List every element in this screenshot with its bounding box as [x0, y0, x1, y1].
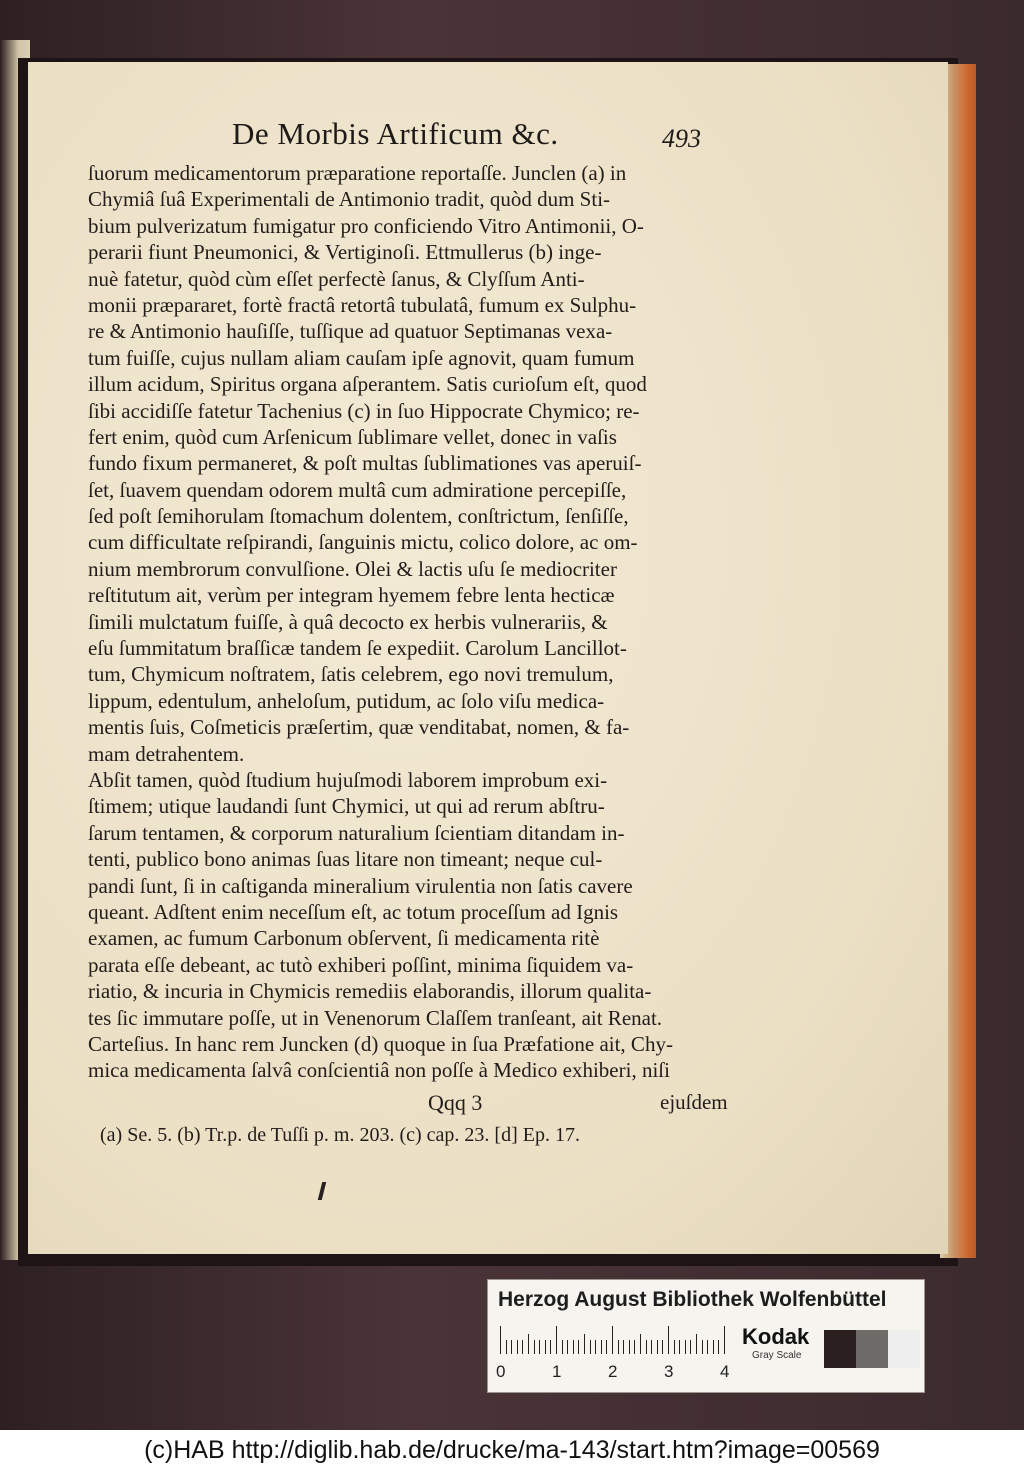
ruler-tick	[657, 1340, 658, 1354]
ruler-tick	[629, 1340, 630, 1354]
ruler-tick	[545, 1340, 546, 1354]
ruler-tick	[618, 1340, 619, 1354]
ruler-tick	[539, 1340, 540, 1354]
text-line: tes ſic immutare poſſe, ut in Venenorum Claſſem tranſeant, ait Renat.	[88, 1005, 663, 1030]
text-line: mentis ſuis, Coſmeticis præſertim, quæ venditabat, nomen, & fa-	[88, 715, 630, 740]
text-line: ſet, ſuavem quendam odorem multâ cum admiratione percepiſſe,	[88, 477, 627, 502]
gray-swatch-dark	[824, 1330, 856, 1368]
ruler-tick	[634, 1340, 635, 1354]
ruler-tick	[674, 1340, 675, 1354]
ruler-label: 1	[552, 1362, 562, 1381]
ruler-label: 3	[664, 1362, 674, 1381]
ruler-tick	[662, 1340, 663, 1354]
text-line: tum fuiſſe, cujus nullam aliam cauſam ipſe agnovit, quam fumum	[88, 345, 635, 370]
ruler-tick	[528, 1334, 529, 1354]
color-reference-card	[487, 1279, 925, 1393]
ruler-tick	[612, 1326, 613, 1354]
ruler-tick	[590, 1340, 591, 1354]
ruler-tick	[646, 1340, 647, 1354]
text-line: nium membrorum convulſione. Olei & lactis uſu ſe mediocriter	[88, 556, 617, 581]
ruler-tick	[606, 1340, 607, 1354]
ruler-tick	[567, 1340, 568, 1354]
ruler-tick	[713, 1340, 714, 1354]
ruler-tick	[578, 1340, 579, 1354]
text-line: re & Antimonio hauſiſſe, tuſſique ad quatuor Septimanas vexa-	[88, 319, 613, 344]
text-line: parata eſſe debeant, ac tutò exhiberi poſſint, minima ſiquidem va-	[88, 952, 634, 977]
ruler-tick	[696, 1334, 697, 1354]
text-line: examen, ac fumum Carbonum obſervent, ſi medicamenta ritè	[88, 926, 600, 951]
ruler-tick	[550, 1340, 551, 1354]
page-header	[232, 112, 772, 152]
text-line: pandi ſunt, ſi in caſtiganda mineralium virulentia non ſatis cavere	[88, 873, 633, 898]
text-line: nuè fatetur, quòd cùm eſſet perfectè ſanus, & Clyſſum Anti-	[88, 266, 585, 291]
ruler-tick	[601, 1340, 602, 1354]
ruler-tick	[562, 1340, 563, 1354]
ruler-tick	[690, 1340, 691, 1354]
running-title: De Morbis Artificum &c.	[232, 116, 559, 151]
ruler-tick	[500, 1326, 501, 1354]
gray-swatch-mid	[856, 1330, 888, 1368]
signature-mark: Qqq 3	[428, 1090, 483, 1115]
ruler-tick	[506, 1340, 507, 1354]
ruler-tick	[511, 1340, 512, 1354]
text-line: mica medicamenta ſalvâ conſcientiâ non poſſe à Medico exhiberi, niſi	[88, 1058, 670, 1083]
gray-swatch-light	[888, 1330, 920, 1368]
text-line: riatio, & incuria in Chymicis remediis elaborandis, illorum qualita-	[88, 979, 652, 1004]
text-line: Carteſius. In hanc rem Juncken (d) quoque in ſua Præfatione ait, Chy-	[88, 1031, 673, 1056]
scale-ruler	[500, 1326, 732, 1354]
ruler-tick	[640, 1334, 641, 1354]
ruler-tick	[651, 1340, 652, 1354]
text-line: mam detrahentem.	[88, 741, 245, 766]
text-line: Chymiâ ſuâ Experimentali de Antimonio tradit, quòd dum Sti-	[88, 187, 611, 212]
body-text	[88, 160, 760, 1084]
text-line: monii præpararet, fortè fractâ retortâ tubulatâ, fumum ex Sulphu-	[88, 292, 637, 317]
ruler-tick	[556, 1326, 557, 1354]
text-line: reſtitutum ait, verùm per integram hyemem febre lenta hecticæ	[88, 583, 615, 608]
gray-scale-label: Gray Scale	[752, 1350, 802, 1361]
ruler-label: 2	[608, 1362, 618, 1381]
ruler-tick	[534, 1340, 535, 1354]
ruler-tick	[522, 1340, 523, 1354]
text-line: Abſit tamen, quòd ſtudium hujuſmodi laborem improbum exi-	[88, 767, 608, 792]
ruler-tick	[707, 1340, 708, 1354]
page-number: 493	[662, 124, 701, 153]
catchword: ejuſdem	[660, 1090, 728, 1114]
ruler-tick	[724, 1326, 725, 1354]
ruler-tick	[685, 1340, 686, 1354]
text-line: ſibi accidiſſe fatetur Tachenius (c) in ſuo Hippocrate Chymico; re-	[88, 398, 640, 423]
ruler-tick	[679, 1340, 680, 1354]
ruler-tick	[702, 1340, 703, 1354]
ruler-tick	[595, 1340, 596, 1354]
ruler-tick	[517, 1340, 518, 1354]
text-line: lippum, edentulum, anheloſum, putidum, ac ſolo viſu medica-	[88, 688, 605, 713]
text-line: bium pulverizatum fumigatur pro conficiendo Vitro Antimonii, O-	[88, 213, 644, 238]
text-line: tum, Chymicum noſtratem, ſatis celebrem, ego novi tremulum,	[88, 662, 614, 687]
ruler-tick	[573, 1340, 574, 1354]
ruler-tick	[623, 1340, 624, 1354]
text-line: ſimili mulctatum fuiſſe, à quâ decocto ex herbis vulnerariis, &	[88, 609, 608, 634]
text-line: perarii fiunt Pneumonici, & Vertiginoſi. Ettmullerus (b) inge-	[88, 240, 602, 265]
text-line: queant. Adſtent enim neceſſum eſt, ac totum proceſſum ad Ignis	[88, 899, 619, 924]
text-line: cum difficultate reſpirandi, ſanguinis mictu, colico dolore, ac om-	[88, 530, 638, 555]
text-line: fundo fixum permaneret, & poſt multas ſublimationes vas aperuiſ-	[88, 451, 642, 476]
text-line: illum acidum, Spiritus organa aſperantem. Satis curioſum eſt, quod	[88, 372, 647, 397]
ruler-tick	[668, 1326, 669, 1354]
library-name: Herzog August Bibliothek Wolfenbüttel	[498, 1288, 887, 1311]
footnotes: (a) Se. 5. (b) Tr.p. de Tuſſi p. m. 203. (c) cap. 23. [d] Ep. 17.	[100, 1124, 580, 1146]
source-url: (c)HAB http://diglib.hab.de/drucke/ma-143/start.htm?image=00569	[0, 1430, 1024, 1470]
text-line: fert enim, quòd cum Arſenicum ſublimare vellet, donec in vaſis	[88, 424, 617, 449]
ruler-tick	[584, 1334, 585, 1354]
kodak-logo: Kodak	[742, 1324, 810, 1349]
text-line: eſu ſummitatum braſſicæ tandem ſe expediit. Carolum Lancillot-	[88, 636, 627, 661]
ruler-labels	[496, 1362, 736, 1384]
text-line: ſed poſt ſemihorulam ſtomachum dolentem, conſtrictum, ſenſiſſe,	[88, 504, 629, 529]
ruler-tick	[718, 1340, 719, 1354]
ruler-label: 0	[496, 1362, 506, 1381]
text-line: ſarum tentamen, & corporum naturalium ſcientiam ditandam in-	[88, 820, 625, 845]
text-line: ſtimem; utique laudandi ſunt Chymici, ut qui ad rerum abſtru-	[88, 794, 605, 819]
text-line: ſuorum medicamentorum præparatione reportaſſe. Junclen (a) in	[88, 161, 627, 185]
ruler-label: 4	[720, 1362, 730, 1381]
text-line: tenti, publico bono animas ſuas litare non timeant; neque cul-	[88, 847, 603, 872]
